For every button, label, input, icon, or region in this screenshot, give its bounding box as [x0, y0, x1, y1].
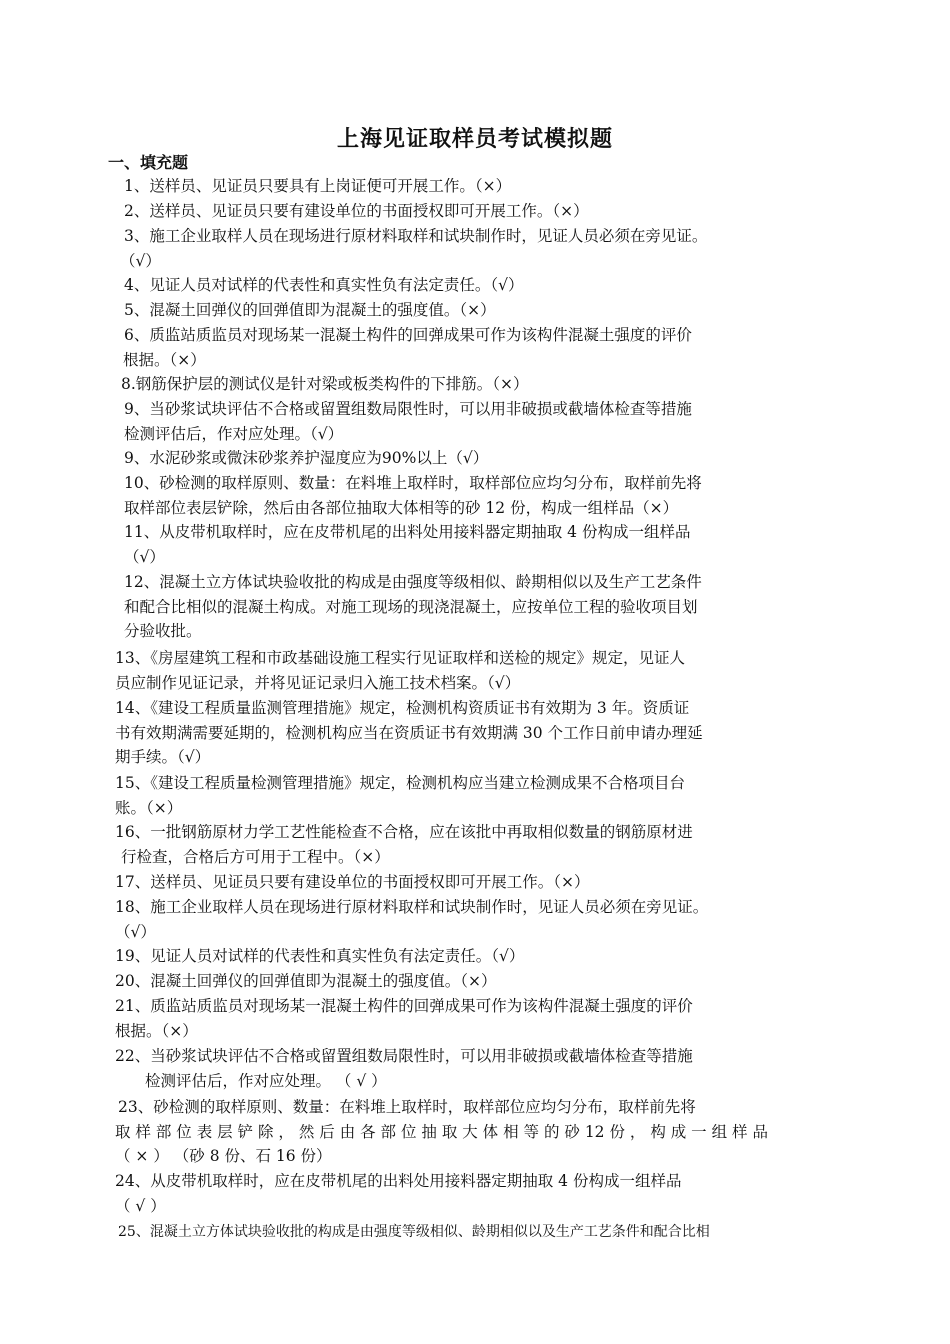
list-item: 13、《房屋建筑工程和市政基础设施工程实行见证取样和送检的规定》规定，见证人 员应制作见证记录，并将见证记录归入施工技术档案。（√） [115, 649, 685, 692]
list-item: 1、送样员、见证员只要具有上岗证便可开展工作。（×） [124, 177, 512, 195]
list-item: 9、水泥砂浆或微沫砂浆养护湿度应为90%以上（√） [124, 449, 489, 467]
list-item: 20、混凝土回弹仪的回弹值即为混凝土的强度值。（×） [115, 972, 497, 990]
list-item: 6、质监站质监员对现场某一混凝土构件的回弹成果可作为该构件混凝土强度的评价 根据。（×） [123, 326, 692, 369]
list-item: 17、送样员、见证员只要有建设单位的书面授权即可开展工作。（×） [115, 873, 590, 891]
document-title: 上海见证取样员考试模拟题 [336, 126, 613, 152]
list-item: 9、当砂浆试块评估不合格或留置组数局限性时，可以用非破损或截墙体检查等措施 检测评估后，作对应处理。（√） [124, 400, 692, 443]
list-item: 24、从皮带机取样时，应在皮带机尾的出料处用接料器定期抽取 4 份构成一组样品 （ √ ） [115, 1172, 682, 1215]
list-item: 15、《建设工程质量检测管理措施》规定，检测机构应当建立检测成果不合格项目台 账。（×） [115, 774, 685, 817]
list-item: 10、砂检测的取样原则、数量：在料堆上取样时，取样部位应均匀分布，取样前先将 取样部位表层铲除，然后由各部位抽取大体相等的砂 12 份，构成一组样品（×） [124, 474, 702, 517]
list-item: 5、混凝土回弹仪的回弹值即为混凝土的强度值。（×） [124, 301, 496, 319]
list-item: 23、砂检测的取样原则、数量：在料堆上取样时，取样部位应均匀分布，取样前先将 取 样 部 位 表 层 铲 除 ， 然 后 由 各 部 位 抽 取 大 体 相 等 的 砂 12 份 ， 构 成 一 组 样 品 （ × ） （砂 8 份、石 16 份） [115, 1098, 768, 1165]
list-item: 14、《建设工程质量监测管理措施》规定，检测机构资质证书有效期为 3 年。资质证 书有效期满需要延期的，检测机构应当在资质证书有效期满 30 个工作日前申请办理延 期手续。（√） [115, 699, 703, 766]
list-item: 3、施工企业取样人员在现场进行原材料取样和试块制作时，见证人员必须在旁见证。 （√） [120, 227, 708, 270]
list-item: 8.钢筋保护层的测试仪是针对梁或板类构件的下排筋。（×） [121, 375, 529, 393]
list-item: 12、混凝土立方体试块验收批的构成是由强度等级相似、龄期相似以及生产工艺条件 和配合比相似的混凝土构成。对施工现场的现浇混凝土，应按单位工程的验收项目划 分验收批。 [124, 573, 702, 640]
list-item: 25、混凝土立方体试块验收批的构成是由强度等级相似、龄期相似以及生产工艺条件和配合比相 [118, 1224, 710, 1240]
list-item: 2、送样员、见证员只要有建设单位的书面授权即可开展工作。（×） [124, 202, 589, 220]
section-heading: 一、填充题 [108, 153, 189, 172]
list-item: 22、当砂浆试块评估不合格或留置组数局限性时，可以用非破损或截墙体检查等措施 检测评估后，作对应处理。 （ √ ） [115, 1047, 693, 1090]
list-item: 16、一批钢筋原材力学工艺性能检查不合格，应在该批中再取相似数量的钢筋原材进 行检查，合格后方可用于工程中。（×） [115, 823, 693, 866]
list-item: 19、见证人员对试样的代表性和真实性负有法定责任。（√） [115, 947, 525, 965]
list-item: 18、施工企业取样人员在现场进行原材料取样和试块制作时，见证人员必须在旁见证。 （√） [115, 898, 709, 941]
list-item: 11、从皮带机取样时，应在皮带机尾的出料处用接料器定期抽取 4 份构成一组样品 （√） [124, 523, 691, 566]
list-item: 21、质监站质监员对现场某一混凝土构件的回弹成果可作为该构件混凝土强度的评价 根据。（×） [115, 997, 693, 1040]
list-item: 4、见证人员对试样的代表性和真实性负有法定责任。（√） [124, 276, 524, 294]
